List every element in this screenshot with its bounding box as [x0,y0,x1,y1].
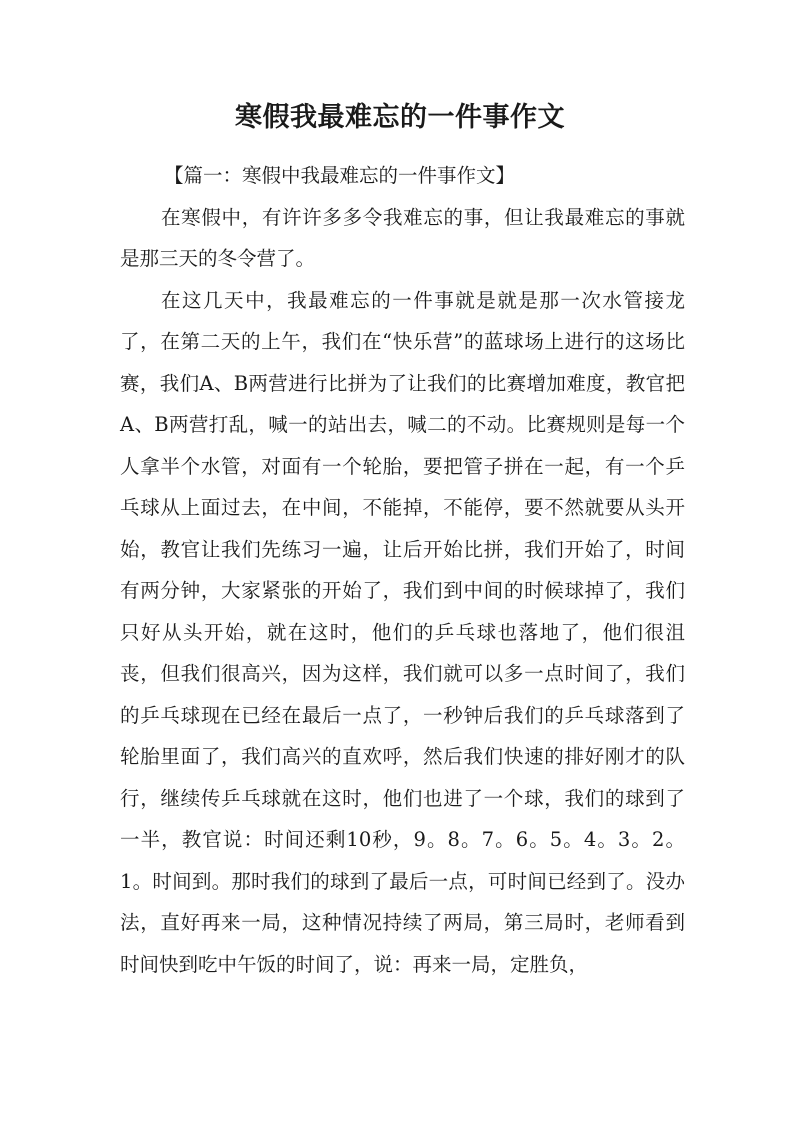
document-body [120,155,685,985]
section-heading: 【篇一：寒假中我最难忘的一件事作文】 [164,164,516,187]
document-title: 寒假我最难忘的一件事作文 [235,102,565,133]
paragraph-1: 在寒假中，有许许多多令我难忘的事，但让我最难忘的事就是那三天的冬令营了。 [120,205,685,270]
paragraph-2: 在这几天中，我最难忘的一件事就是就是那一次水管接龙了，在第二天的上午，我们在“快乐营”的蓝球场上进行的这场比赛，我们A、B两营进行比拼为了让我们的比赛增加难度，教官把A、B两营打乱，喊一的站出去，喊二的不动。比赛规则是每一个人拿半个水管，对面有一个轮胎，要把管子拼在一起，有一个乒乓球从上面过去，在中间，不能掉，不能停，要不然就要从头开始，教官让我们先练习一遍，让后开始比拼，我们开始了，时间有两分钟，大家紧张的开始了，我们到中间的时候球掉了，我们只好从头开始，就在这时，他们的乒乓球也落地了，他们很沮丧，但我们很高兴，因为这样，我们就可以多一点时间了，我们的乒乓球现在已经在最后一点了，一秒钟后我们的乒乓球落到了轮胎里面了，我们高兴的直欢呼，然后我们快速的排好刚才的队行，继续传乒乓球就在这时，他们也进了一个球，我们的球到了一半，教官说：时间还剩10秒，9。8。7。6。5。4。3。2。1。时间到。那时我们的球到了最后一点，可时间已经到了。没办法，直好再来一局，这种情况持续了两局，第三局时，老师看到时间快到吃中午饭的时间了，说：再来一局，定胜负， [120,288,685,976]
